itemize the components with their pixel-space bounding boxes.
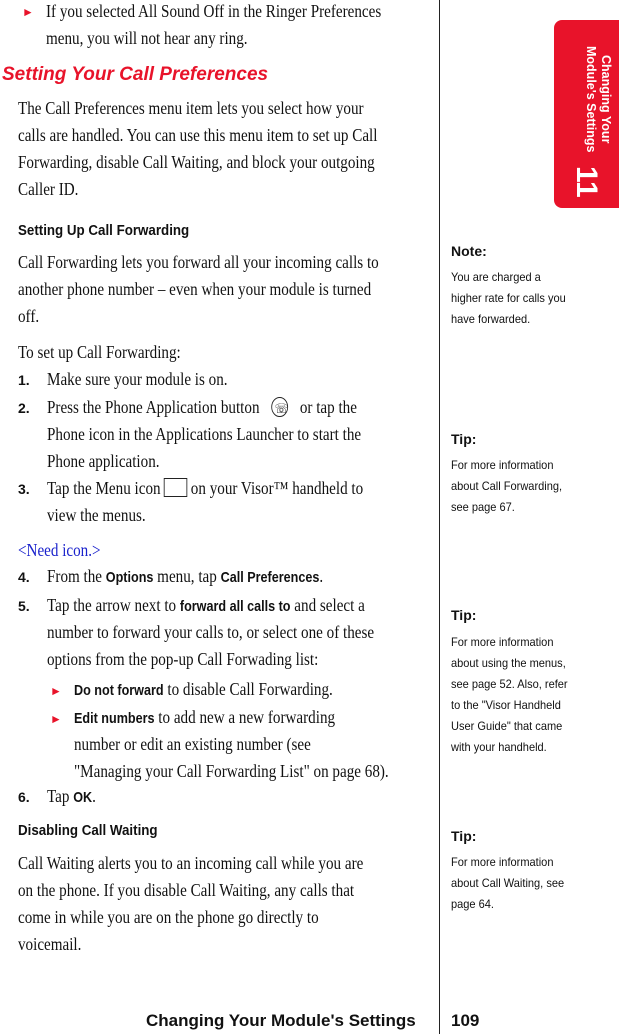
chapter-number: 11 xyxy=(570,166,603,198)
option-item xyxy=(74,704,335,732)
step-text: Phone application. xyxy=(47,451,160,471)
need-icon-note: <Need icon.> xyxy=(18,540,101,560)
step-text xyxy=(47,783,96,811)
option-text: to disable Call Forwarding. xyxy=(167,679,333,699)
section-paragraph-line: Caller ID. xyxy=(18,179,79,199)
step-text-part: Tap the Menu icon xyxy=(47,478,161,498)
intro-line-2: menu, you will not hear any ring. xyxy=(46,28,248,48)
waiting-paragraph-line: Call Waiting alerts you to an incoming call while you are xyxy=(18,853,364,873)
step-number: 2. xyxy=(18,400,30,416)
forwarding-intro: To set up Call Forwarding: xyxy=(18,342,181,362)
ok-label: OK xyxy=(73,789,93,806)
options-menu-label: Options xyxy=(105,569,154,586)
option-text: "Managing your Call Forwarding List" on page 68). xyxy=(74,761,389,781)
intro-line-1: If you selected All Sound Off in the Ringer Preferences xyxy=(46,1,382,21)
section-paragraph-line: The Call Preferences menu item lets you select how your xyxy=(18,98,364,118)
step-text xyxy=(47,592,365,620)
note-label: Note: xyxy=(451,243,487,259)
step-number: 3. xyxy=(18,481,30,497)
section-paragraph-line: calls are handled. You can use this menu item to set up Call xyxy=(18,125,378,145)
step-text xyxy=(47,563,323,591)
tip-text: For more information xyxy=(451,635,554,649)
footer-title: Changing Your Module's Settings xyxy=(146,1011,416,1030)
step-text: view the menus. xyxy=(47,505,146,525)
step-text-part: or tap the xyxy=(299,397,357,417)
forwarding-paragraph-line: Call Forwarding lets you forward all your incoming calls to xyxy=(18,252,379,272)
note-text: have forwarded. xyxy=(451,312,531,326)
step-text-part: Tap the arrow next to xyxy=(47,595,177,615)
step-text: options from the pop-up Call Forwading list: xyxy=(47,649,319,669)
chapter-tab-label xyxy=(583,46,613,152)
step-text-part: and select a xyxy=(294,595,365,615)
tip-text: For more information xyxy=(451,458,554,472)
note-text: You are charged a xyxy=(451,270,541,284)
tip-text: see page 52. Also, refer xyxy=(451,677,568,691)
bullet-icon: ► xyxy=(50,712,62,726)
option-item xyxy=(74,676,333,704)
phone-button-icon xyxy=(271,397,288,417)
tip-text: about Call Waiting, see xyxy=(451,876,565,890)
tip-text: User Guide" that came xyxy=(451,719,563,733)
note-text: higher rate for calls you xyxy=(451,291,566,305)
waiting-heading: Disabling Call Waiting xyxy=(18,823,158,839)
option-text: to add new a new forwarding xyxy=(158,707,336,727)
tip-text: with your handheld. xyxy=(451,740,547,754)
waiting-paragraph-line: on the phone. If you disable Call Waiting, any calls that xyxy=(18,880,355,900)
menu-icon xyxy=(164,478,188,497)
tip-label: Tip: xyxy=(451,431,477,447)
step-text-part: menu, tap xyxy=(157,566,217,586)
forwarding-heading: Setting Up Call Forwarding xyxy=(18,223,190,239)
tip-text: page 64. xyxy=(451,897,494,911)
tip-text: about Call Forwarding, xyxy=(451,479,563,493)
option-text: number or edit an existing number (see xyxy=(74,734,311,754)
option-label: Edit numbers xyxy=(74,710,155,727)
step-text-part: From the xyxy=(47,566,103,586)
page-number: 109 xyxy=(451,1011,480,1030)
step-text-part: on your Visor™ handheld to xyxy=(190,478,364,498)
step-number: 4. xyxy=(18,569,30,585)
tip-text: see page 67. xyxy=(451,500,515,514)
section-title: Setting Your Call Preferences xyxy=(2,64,269,85)
option-label: Do not forward xyxy=(74,682,164,699)
tip-text: about using the menus, xyxy=(451,656,566,670)
step-text xyxy=(47,475,363,502)
bullet-icon: ► xyxy=(22,5,34,19)
step-text-part: . xyxy=(92,786,96,806)
chapter-tab-label-line2: Module's Settings xyxy=(584,46,598,153)
column-divider xyxy=(439,0,440,1034)
forwarding-paragraph-line: another phone number – even when your module is turned xyxy=(18,279,372,299)
waiting-paragraph-line: come in while you are on the phone go directly to xyxy=(18,907,319,927)
tip-text: For more information xyxy=(451,855,554,869)
waiting-paragraph-line: voicemail. xyxy=(18,934,82,954)
step-text: number to forward your calls to, or select one of these xyxy=(47,622,375,642)
forwarding-paragraph-line: off. xyxy=(18,306,40,326)
section-paragraph-line: Forwarding, disable Call Waiting, and block your outgoing xyxy=(18,152,375,172)
step-number: 5. xyxy=(18,598,30,614)
step-text-part: . xyxy=(319,566,324,586)
call-preferences-label: Call Preferences xyxy=(220,569,320,586)
step-text: Phone icon in the Applications Launcher to start the xyxy=(47,424,362,444)
tip-label: Tip: xyxy=(451,607,477,623)
chapter-tab xyxy=(554,20,619,208)
step-number: 1. xyxy=(18,372,30,388)
step-text-part: Tap xyxy=(47,786,70,806)
tip-text: to the "Visor Handheld xyxy=(451,698,561,712)
step-text-part: Press the Phone Application button xyxy=(47,397,260,417)
tip-label: Tip: xyxy=(451,828,477,844)
forward-all-calls-label: forward all calls to xyxy=(179,598,291,615)
step-text: Make sure your module is on. xyxy=(47,369,228,389)
chapter-tab-label-line1: Changing Your xyxy=(599,55,613,144)
step-number: 6. xyxy=(18,789,30,805)
bullet-icon: ► xyxy=(50,684,62,698)
step-text xyxy=(47,394,357,421)
